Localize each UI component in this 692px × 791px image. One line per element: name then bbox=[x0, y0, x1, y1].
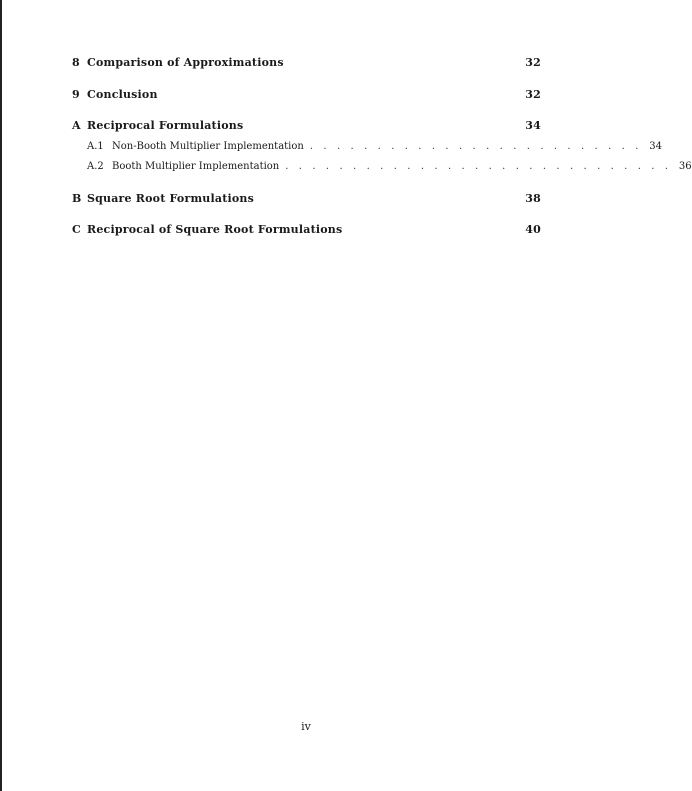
toc-entry-section-a1[interactable] bbox=[87, 141, 663, 152]
toc-entry-title: Square Root Formulations bbox=[87, 192, 254, 205]
toc-entry-title: Conclusion bbox=[87, 88, 158, 101]
toc-entry-page: 34 bbox=[525, 119, 541, 132]
toc-entry-page: 32 bbox=[525, 56, 541, 69]
toc-entry-section-a2[interactable] bbox=[87, 161, 692, 172]
page-number-footer: iv bbox=[301, 720, 311, 733]
toc-entry-appendix-a[interactable] bbox=[72, 119, 541, 132]
toc-entry-number: A.1 bbox=[87, 141, 104, 152]
toc-entry-number: B bbox=[72, 192, 82, 205]
toc-entry-title: Reciprocal Formulations bbox=[87, 119, 244, 132]
toc-entry-chapter-9[interactable] bbox=[72, 88, 541, 101]
toc-entry-title: Reciprocal of Square Root Formulations bbox=[87, 223, 343, 236]
toc-entry-appendix-b[interactable] bbox=[72, 192, 541, 205]
toc-dot-leader: . . . . . . . . . . . . . . . . . . . . . . . . . bbox=[309, 141, 643, 152]
toc-entry-number: A bbox=[72, 119, 81, 132]
toc-entry-appendix-c[interactable] bbox=[72, 223, 541, 236]
toc-entry-chapter-8[interactable] bbox=[72, 56, 541, 69]
toc-dot-leader: . . . . . . . . . . . . . . . . . . . . . . . . . . . . . bbox=[285, 161, 672, 172]
toc-entry-page: 38 bbox=[525, 192, 541, 205]
toc-entry-number: A.2 bbox=[87, 161, 104, 172]
toc-entry-page: 40 bbox=[525, 223, 541, 236]
toc-entry-number: 8 bbox=[72, 56, 80, 69]
toc-entry-page: 34 bbox=[649, 141, 663, 152]
toc-entry-title: Booth Multiplier Implementation bbox=[112, 161, 280, 172]
toc-entry-title: Comparison of Approximations bbox=[87, 56, 284, 69]
toc-entry-title: Non-Booth Multiplier Implementation bbox=[112, 141, 304, 152]
toc-entry-page: 36 bbox=[678, 161, 692, 172]
toc-entry-page: 32 bbox=[525, 88, 541, 101]
toc-entry-number: 9 bbox=[72, 88, 80, 101]
toc-entry-number: C bbox=[72, 223, 81, 236]
